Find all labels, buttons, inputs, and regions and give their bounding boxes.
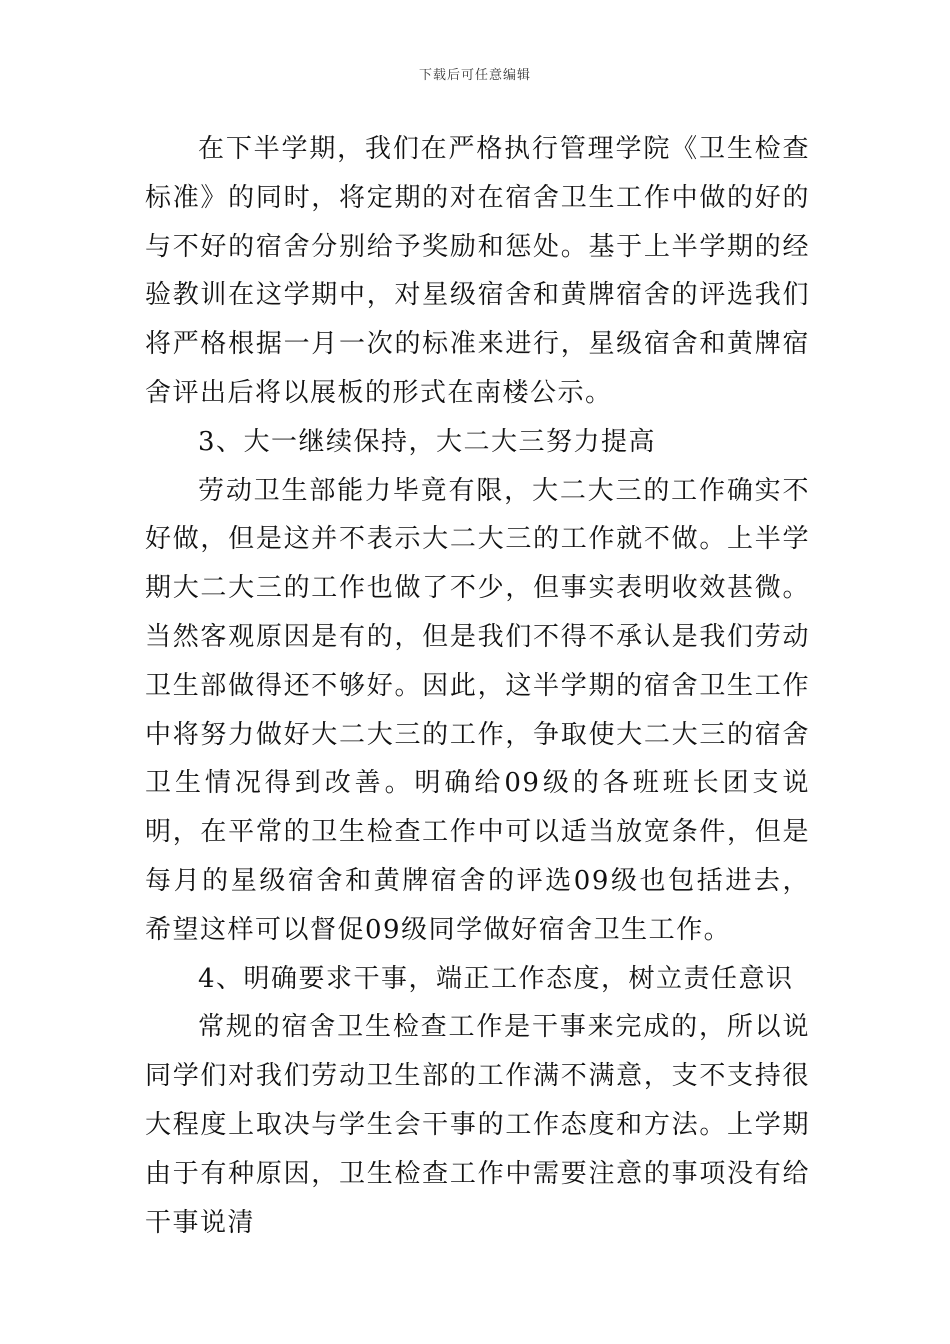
paragraph-3: 常规的宿舍卫生检查工作是干事来完成的，所以说同学们对我们劳动卫生部的工作满不满意，支不支持很大程度上取决与学生会干事的工作态度和方法。上学期由于有种原因，卫生检查工作中需要注意的事项没有给干事说清 [145,1012,810,1238]
page-header: 下载后可任意编辑 [418,68,531,83]
paragraph-1: 在下半学期，我们在严格执行管理学院《卫生检查标准》的同时，将定期的对在宿舍卫生工作中做的好的与不好的宿舍分别给予奖励和惩处。基于上半学期的经验教训在这学期中，对星级宿舍和黄牌宿舍的评选我们将严格根据一月一次的标准来进行，星级宿舍和黄牌宿舍评出后将以展板的形式在南楼公示。 [145,134,810,408]
document-body [145,125,810,1247]
section-heading-4: 4、明确要求干事，端正工作态度，树立责任意识 [198,963,794,994]
section-heading-3: 3、大一继续保持，大二大三努力提高 [198,426,657,457]
paragraph-2: 劳动卫生部能力毕竟有限，大二大三的工作确实不好做，但是这并不表示大二大三的工作就不做。上半学期大二大三的工作也做了不少，但事实表明收效甚微。当然客观原因是有的，但是我们不得不承认是我们劳动卫生部做得还不够好。因此，这半学期的宿舍卫生工作中将努力做好大二大三的工作，争取使大二大三的宿舍卫生情况得到改善。明确给09级的各班班长团支说明，在平常的卫生检查工作中可以适当放宽条件，但是每月的星级宿舍和黄牌宿舍的评选09级也包括进去，希望这样可以督促09级同学做好宿舍卫生工作。 [145,475,810,945]
